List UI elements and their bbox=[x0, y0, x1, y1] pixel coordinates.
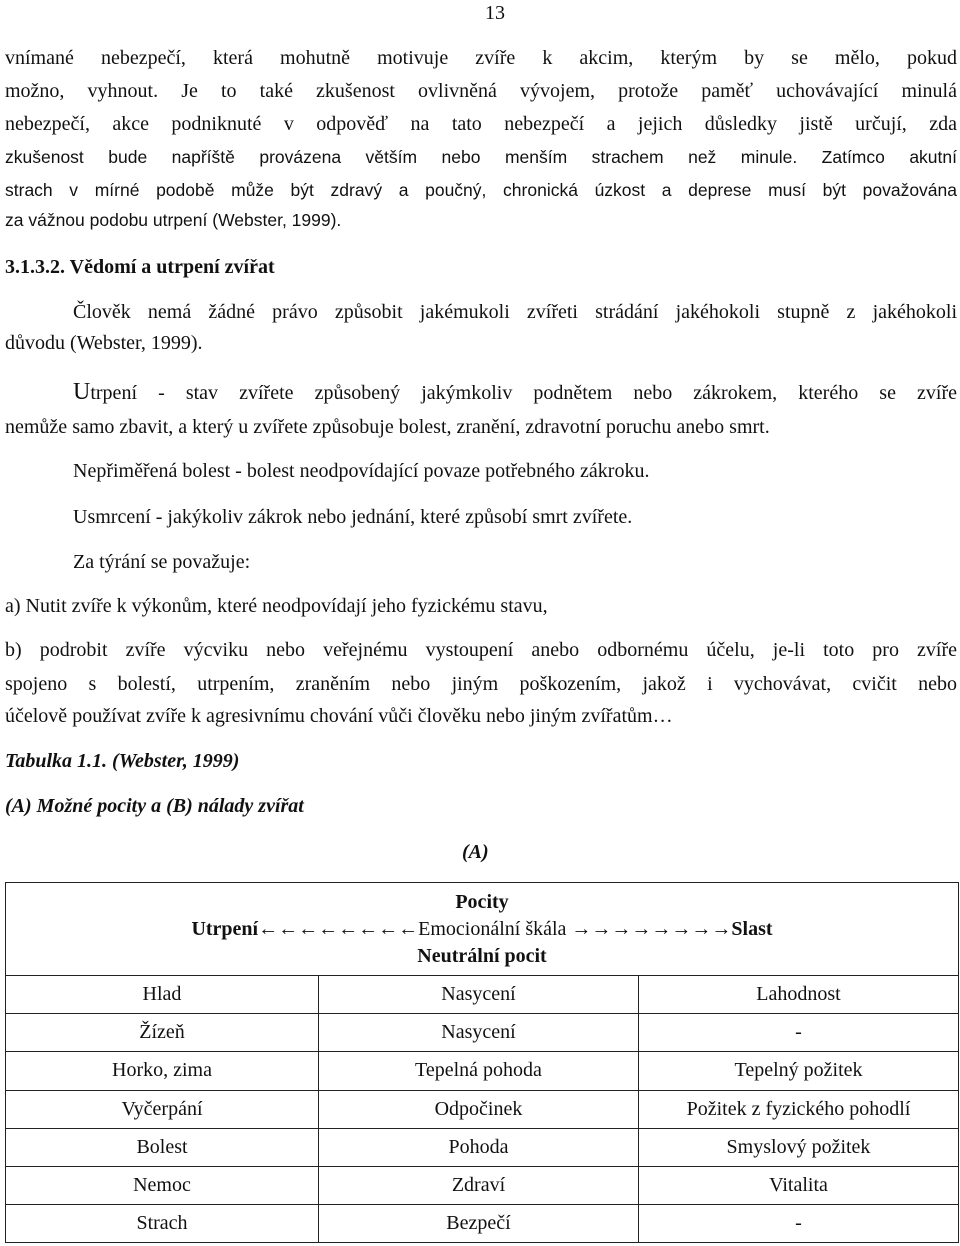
table-cell: Pohoda bbox=[319, 1128, 639, 1166]
table-cell: Zdraví bbox=[319, 1166, 639, 1204]
left-arrows: ←←←←←←←← bbox=[258, 917, 419, 940]
section-heading: 3.1.3.2. Vědomí a utrpení zvířat bbox=[5, 256, 275, 278]
emotional-scale-line bbox=[6, 916, 958, 943]
table-subtitle: (A) Možné pocity a (B) nálady zvířat bbox=[5, 795, 304, 817]
header-right-label: Slast bbox=[731, 917, 773, 940]
paragraph-fear-line-6: za vážnou podobu utrpení (Webster, 1999). bbox=[5, 210, 342, 230]
table-label-a: (A) bbox=[462, 841, 489, 863]
table-row bbox=[6, 1128, 959, 1166]
table-row bbox=[6, 1166, 959, 1204]
right-arrows: →→→→→→→→ bbox=[571, 917, 732, 940]
table-cell: - bbox=[639, 1014, 959, 1052]
table-cell: Vyčerpání bbox=[6, 1090, 319, 1128]
table-cell: - bbox=[639, 1205, 959, 1243]
table-cell: Žízeň bbox=[6, 1014, 319, 1052]
table-cell: Tepelný požitek bbox=[639, 1052, 959, 1090]
header-sub: Neutrální pocit bbox=[417, 944, 547, 967]
suffering-definition-text: trpení - stav zvířete způsobený jakýmkoliv podnětem nebo zákrokem, kterého se zvíře bbox=[90, 382, 957, 404]
table-header-row bbox=[6, 883, 959, 976]
definition-killing: Usmrcení - jakýkoliv zákrok nebo jednání, které způsobí smrt zvířete. bbox=[73, 506, 633, 528]
table-cell: Bezpečí bbox=[319, 1205, 639, 1243]
paragraph-fear-line-4 bbox=[5, 141, 957, 174]
paragraph-fear-line-5: strach v mírné podobě může být zdravý a poučný, chronická úzkost a deprese musí být považována bbox=[5, 180, 957, 200]
table-cell: Bolest bbox=[6, 1128, 319, 1166]
table-row bbox=[6, 1090, 959, 1128]
list-item-b-line-1: b) podrobit zvíře výcviku nebo veřejnému vystoupení anebo odbornému účelu, je-li toto pro zvíře bbox=[5, 639, 957, 661]
table-header-cell bbox=[6, 883, 959, 976]
paragraph-fear-line-1: vnímané nebezpečí, která mohutně motivuje zvíře k akcim, kterým by se mělo, pokud bbox=[5, 47, 957, 69]
paragraph-suffering-line-1 bbox=[73, 376, 957, 410]
table-row bbox=[6, 976, 959, 1014]
list-item-a: a) Nutit zvíře k výkonům, které neodpovídají jeho fyzickému stavu, bbox=[5, 595, 548, 617]
table-row bbox=[6, 1014, 959, 1052]
table-cell: Horko, zima bbox=[6, 1052, 319, 1090]
paragraph-rights-line-1: Člověk nemá žádné právo způsobit jakémukoli zvířeti strádání jakéhokoli stupně z jakéhokoli bbox=[73, 301, 957, 323]
table-cell: Nemoc bbox=[6, 1166, 319, 1204]
table-cell: Odpočinek bbox=[319, 1090, 639, 1128]
paragraph-rights-line-2: důvodu (Webster, 1999). bbox=[5, 332, 203, 354]
table-cell: Strach bbox=[6, 1205, 319, 1243]
table-cell: Tepelná pohoda bbox=[319, 1052, 639, 1090]
header-middle-label: Emocionální škála bbox=[418, 917, 567, 940]
feelings-table bbox=[5, 882, 959, 1243]
table-cell: Lahodnost bbox=[639, 976, 959, 1014]
paragraph-fear-line-2: možno, vyhnout. Je to také zkušenost ovlivněná vývojem, protože paměť uchovávající minulá bbox=[5, 80, 957, 102]
paragraph-fear-line-4-text: zkušenost bude napříště provázena větším nebo menším strachem než minule. bbox=[5, 147, 798, 167]
list-item-b-line-3: účelově používat zvíře k agresivnímu chování vůči člověku nebo jiným zvířatům… bbox=[5, 705, 673, 727]
table-cell: Požitek z fyzického pohodlí bbox=[639, 1090, 959, 1128]
table-caption: Tabulka 1.1. (Webster, 1999) bbox=[5, 750, 240, 772]
paragraph-fear-continuation-1: Zatímco akutní bbox=[797, 147, 958, 167]
list-item-b-line-2: spojeno s bolestí, utrpením, zraněním nebo jiným poškozením, jakož i vychovávat, cvičit nebo bbox=[5, 673, 957, 695]
table-row bbox=[6, 1205, 959, 1243]
suffering-initial: U bbox=[73, 379, 91, 405]
table-cell: Nasycení bbox=[319, 1014, 639, 1052]
header-left-label: Utrpení bbox=[191, 917, 259, 940]
page-number: 13 bbox=[485, 2, 505, 24]
table-cell: Hlad bbox=[6, 976, 319, 1014]
paragraph-fear-line-3: nebezpečí, akce podniknuté v odpověď na tato nebezpečí a jejich důsledky jistě určují, zda bbox=[5, 113, 957, 135]
table-row bbox=[6, 1052, 959, 1090]
table-cell: Nasycení bbox=[319, 976, 639, 1014]
table-cell: Smyslový požitek bbox=[639, 1128, 959, 1166]
definition-cruelty-intro: Za týrání se považuje: bbox=[73, 551, 251, 573]
table-cell: Vitalita bbox=[639, 1166, 959, 1204]
header-title: Pocity bbox=[455, 890, 509, 913]
definition-pain: Nepřiměřená bolest - bolest neodpovídající povaze potřebného zákroku. bbox=[73, 460, 650, 482]
paragraph-suffering-line-2: nemůže samo zbavit, a který u zvířete způsobuje bolest, zranění, zdravotní poruchu anebo smrt. bbox=[5, 416, 770, 438]
